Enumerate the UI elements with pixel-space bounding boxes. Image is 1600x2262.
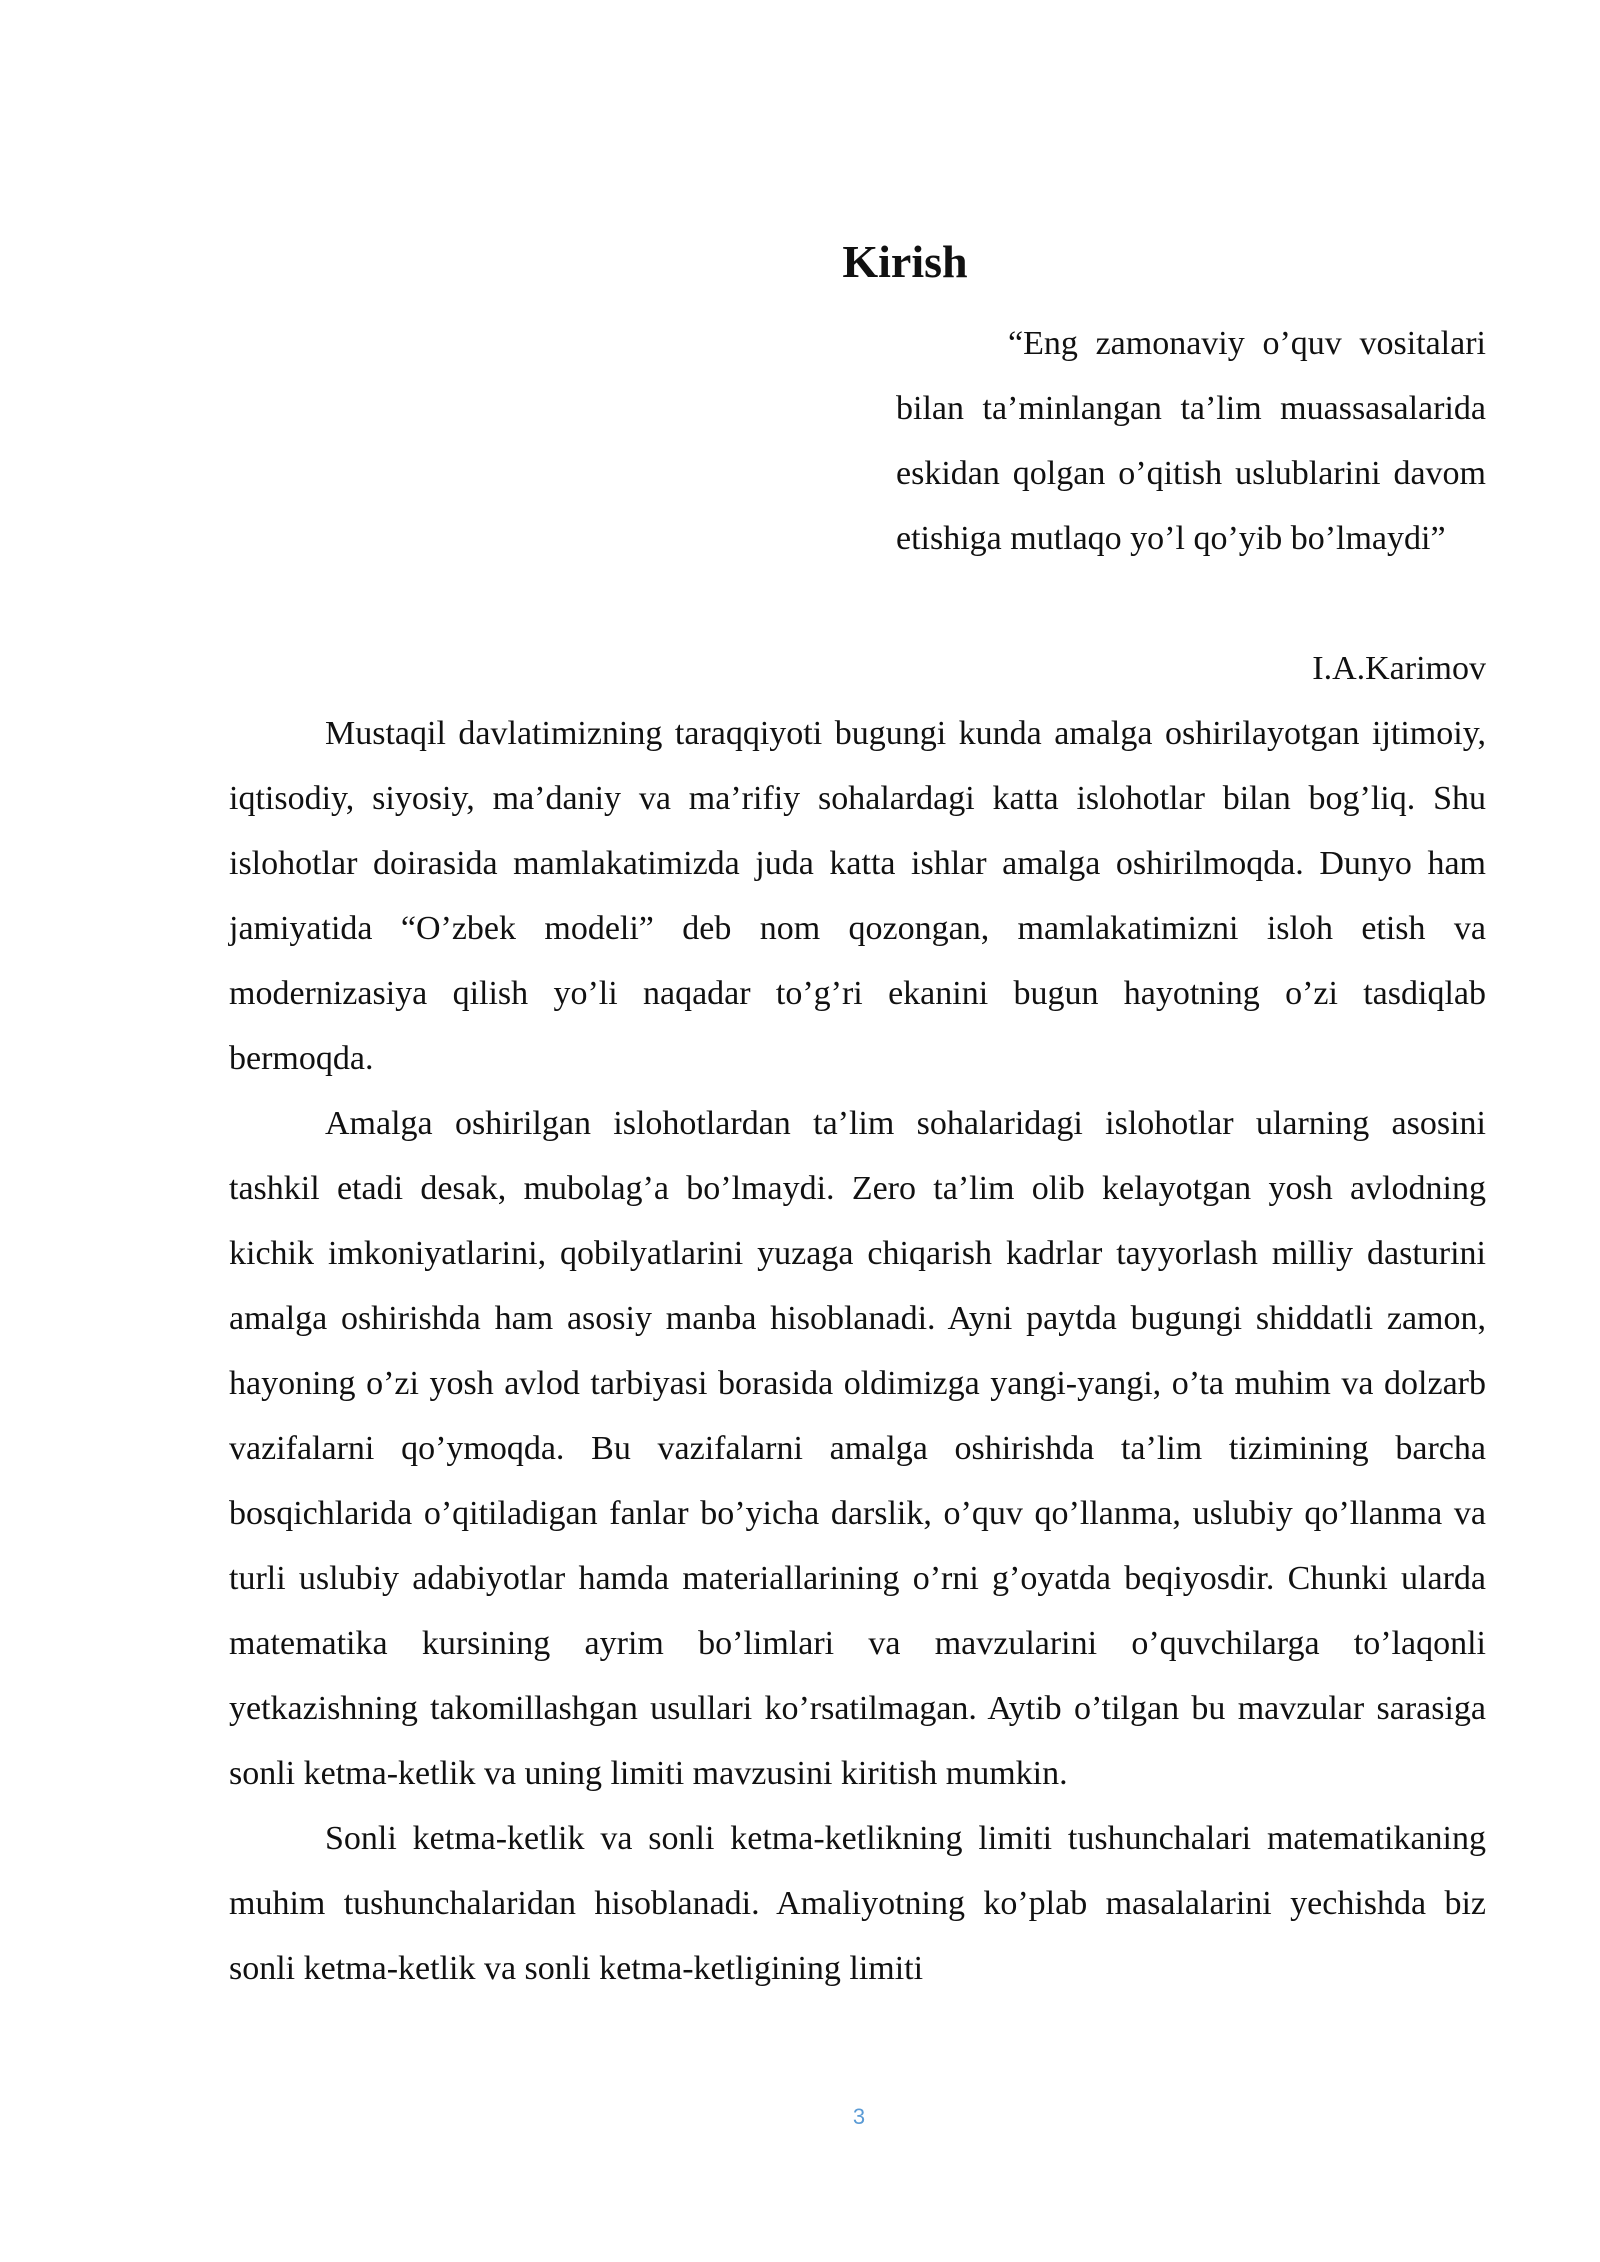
paragraph: Mustaqil davlatimizning taraqqiyoti bugungi kunda amalga oshirilayotgan ijtimoiy, iqtisodiy, siyosiy, ma’daniy va ma’rifiy sohalardagi katta islohotlar bilan bog’liq. Shu islohotlar doirasida mamlakatimizda juda katta ishlar amalga oshirilmoqda. Dunyo ham jamiyatida “O’zbek modeli” deb nom qozongan, mamlakatimizni isloh etish va modernizasiya qilish yo’li naqadar to’g’ri ekanini bugun hayotning o’zi tasdiqlab bermoqda.	[229, 715, 1486, 1077]
page-title: Kirish	[842, 236, 968, 287]
body-text	[229, 701, 1486, 2001]
page-number: 3	[852, 2104, 866, 2129]
paragraph: Amalga oshirilgan islohotlardan ta’lim sohalaridagi islohotlar ularning asosini tashkil etadi desak, mubolag’a bo’lmaydi. Zero ta’lim olib kelayotgan yosh avlodning kichik imkoniyatlarini, qobilyatlarini yuzaga chiqarish kadrlar tayyorlash milliy dasturini amalga oshirishda ham asosiy manba hisoblanadi. Ayni paytda bugungi shiddatli zamon, hayoning o’zi yosh avlod tarbiyasi borasida oldimizga yangi-yangi, o’ta muhim va dolzarb vazifalarni qo’ymoqda. Bu vazifalarni amalga oshirishda ta’lim tizimining barcha bosqichlarida o’qitiladigan fanlar bo’yicha darslik, o’quv qo’llanma, uslubiy qo’llanma va turli uslubiy adabiyotlar hamda materiallarining o’rni g’oyatda beqiyosdir. Chunki ularda matematika kursining ayrim bo’limlari va mavzularini o’quvchilarga to’laqonli yetkazishning takomillashgan usullari ko’rsatilmagan. Aytib o’tilgan bu mavzular sarasiga sonli ketma-ketlik va uning limiti mavzusini kiritish mumkin.	[229, 1105, 1486, 1792]
paragraph: Sonli ketma-ketlik va sonli ketma-ketlikning limiti tushunchalari matematikaning muhim tushunchalaridan hisoblanadi. Amaliyotning ko’plab masalalarini yechishda biz sonli ketma-ketlik va sonli ketma-ketligining limiti	[229, 1820, 1486, 1987]
epigraph-author: I.A.Karimov	[1312, 650, 1486, 687]
epigraph-quote: “Eng zamonaviy o’quv vositalari bilan ta’minlangan ta’lim muassasalarida eskidan qolgan o’qitish uslublarini davom etishiga mutlaqo yo’l qo’yib bo’lmaydi”	[896, 325, 1486, 557]
